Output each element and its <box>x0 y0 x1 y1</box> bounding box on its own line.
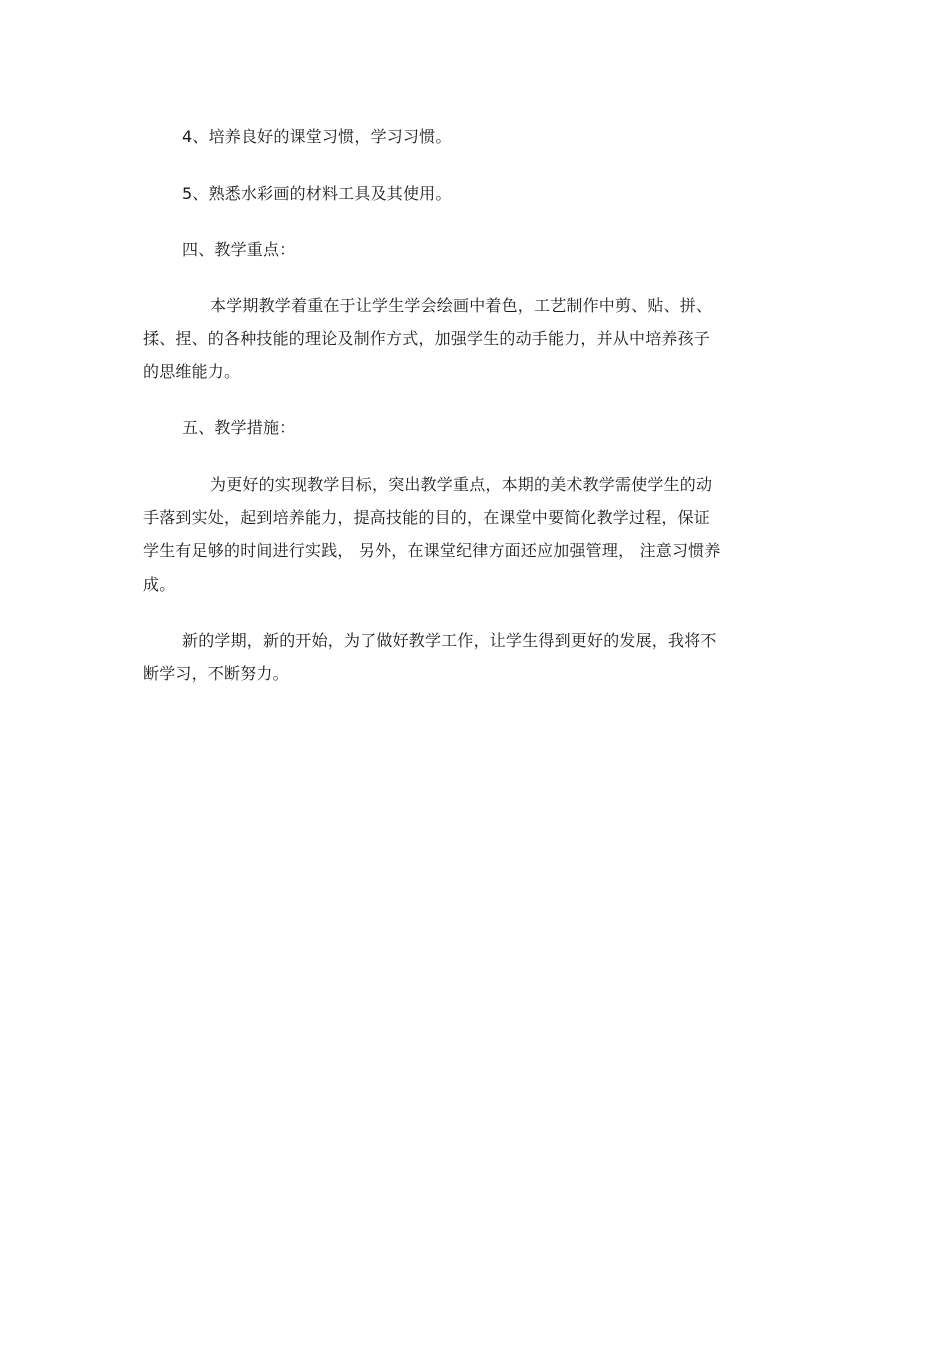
closing-paragraph-line-1: 新的学期，新的开始，为了做好教学工作，让学生得到更好的发展，我将不 <box>182 631 717 650</box>
list-item-4: 4、培养良好的课堂习惯，学习习惯。 <box>182 127 452 146</box>
section-heading-key-points: 四、教学重点： <box>182 240 296 259</box>
paragraph-key-points-line-2: 揉、捏、的各种技能的理论及制作方式，加强学生的动手能力，并从中培养孩子 <box>143 329 711 348</box>
section-heading-measures: 五、教学措施： <box>182 418 296 437</box>
paragraph-measures-line-2: 手落到实处，起到培养能力，提高技能的目的，在课堂中要简化教学过程，保证 <box>143 508 711 527</box>
list-item-5: 5、熟悉水彩画的材料工具及其使用。 <box>182 184 452 203</box>
paragraph-key-points-line-1: 本学期教学着重在于让学生学会绘画中着色，工艺制作中剪、贴、拼、 <box>210 296 713 315</box>
paragraph-measures-line-4: 成。 <box>143 575 176 594</box>
paragraph-measures-line-3: 学生有足够的时间进行实践， 另外，在课堂纪律方面还应加强管理， 注意习惯养 <box>143 541 721 560</box>
paragraph-measures-line-1: 为更好的实现教学目标，突出教学重点，本期的美术教学需使学生的动 <box>210 475 713 494</box>
paragraph-key-points-line-3: 的思维能力。 <box>143 362 241 381</box>
closing-paragraph-line-2: 断学习，不断努力。 <box>143 664 289 683</box>
